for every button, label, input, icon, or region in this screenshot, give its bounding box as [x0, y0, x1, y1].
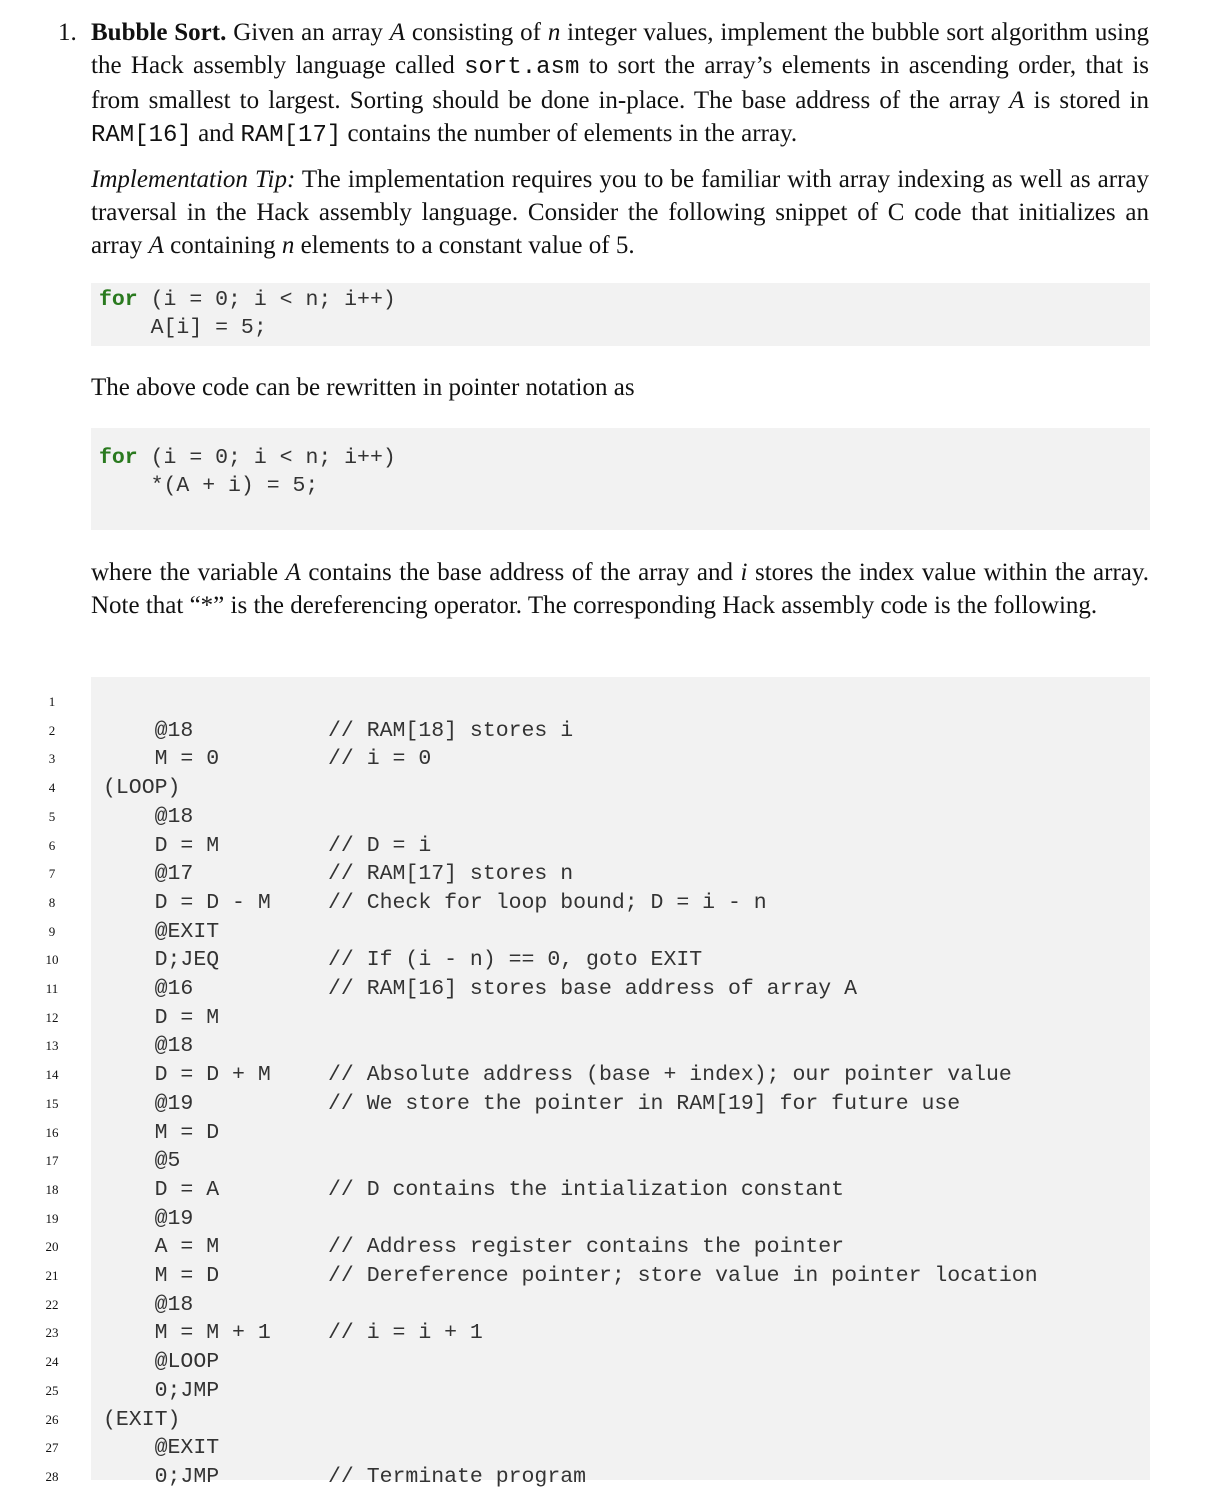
code-line: D = D + M	[103, 1063, 271, 1088]
code-comment: // i = 0	[328, 747, 432, 772]
code-comment: // Address register contains the pointer	[328, 1235, 845, 1260]
line-number: 24	[45, 1354, 59, 1370]
code-line: 0;JMP	[103, 1464, 220, 1489]
code-line: D = D - M	[103, 890, 271, 915]
code-line: D = M	[103, 833, 220, 858]
code-comment: // RAM[18] stores i	[328, 718, 574, 743]
c-code-snippet-array	[91, 283, 1150, 346]
code-comment: // D = i	[328, 833, 432, 858]
filename-code: sort.asm	[464, 54, 580, 81]
code-line: 0;JMP	[103, 1378, 220, 1403]
code-comment: // RAM[16] stores base address of array A	[328, 977, 857, 1001]
code-line: D = A	[103, 1177, 220, 1202]
line-number: 23	[45, 1325, 59, 1341]
line-number: 16	[45, 1124, 59, 1140]
problem-statement: Bubble Sort. Given an array A consisting of n integer values, implement the bubble sort algorithm using the Hack assembly language called sort.asm to sort the array’s elements in ascending order, that is from smallest to largest. Sorting should be done in-place. The base address of the array A is stored in RAM[16] and RAM[17] contains the number of elements in the array.	[91, 19, 1150, 149]
code-comment: // Dereference pointer; store value in pointer location	[328, 1264, 1038, 1288]
line-number: 8	[48, 894, 56, 910]
line-number: 20	[45, 1239, 59, 1255]
line-number: 22	[45, 1296, 59, 1312]
line-number: 2	[48, 722, 56, 738]
implementation-tip: Implementation Tip: The implementation requires you to be familiar with array indexing as well as array traversal in the Hack assembly language. Consider the following snippet of C code that initializes an array A containing n elements to a constant value of 5.	[91, 166, 1149, 259]
code-line: D = M	[103, 1005, 220, 1030]
problem-number: 1.	[58, 19, 77, 46]
line-number: 21	[45, 1268, 59, 1283]
code-line: (LOOP)	[103, 776, 181, 801]
line-number: 1	[48, 694, 56, 709]
line-number: 5	[48, 808, 56, 824]
code-comment: // D contains the intialization constant	[328, 1177, 845, 1202]
code-line: @16	[103, 977, 194, 1001]
code-comment: // Check for loop bound; D = i - n	[328, 890, 767, 915]
explanation: where the variable A contains the base address of the array and i stores the index value within the array. Note that “*” is the dereferencing operator. The corresponding Hack assembly code is the following.	[91, 559, 1149, 619]
code-line: A[i] = 5;	[99, 316, 267, 340]
problem-title: Bubble Sort.	[91, 19, 227, 46]
code-line: M = 0	[103, 747, 220, 772]
line-number: 26	[45, 1411, 59, 1427]
code-line: @18	[103, 1034, 194, 1059]
ram17-code: RAM[17]	[240, 122, 342, 149]
line-number: 10	[45, 952, 59, 968]
c-code-snippet-pointer	[91, 428, 1150, 530]
code-line: M = M + 1	[103, 1321, 271, 1346]
line-number: 3	[48, 751, 56, 767]
line-number: 18	[45, 1181, 59, 1197]
code-comment: // Absolute address (base + index); our pointer value	[328, 1063, 1012, 1088]
line-number: 13	[45, 1038, 59, 1054]
code-line: *(A + i) = 5;	[99, 474, 319, 498]
code-line: @19	[103, 1091, 194, 1116]
code-line: M = D	[103, 1264, 220, 1288]
code-line: @18	[103, 804, 194, 829]
pointer-intro: The above code can be rewritten in pointer notation as	[91, 374, 635, 401]
line-number: 27	[45, 1440, 59, 1456]
line-number: 25	[45, 1382, 59, 1398]
code-comment: // We store the pointer in RAM[19] for future use	[328, 1091, 961, 1116]
line-number: 17	[45, 1153, 59, 1169]
code-line: @LOOP	[103, 1350, 220, 1375]
code-comment: // RAM[17] stores n	[328, 862, 574, 887]
code-line: @EXIT	[103, 1436, 220, 1461]
code-line: @5	[103, 1149, 181, 1174]
code-line: @19	[103, 1206, 194, 1231]
line-number: 9	[48, 923, 56, 939]
line-number: 28	[45, 1468, 59, 1484]
code-line: @18	[103, 1292, 194, 1317]
code-line: (EXIT)	[103, 1407, 181, 1432]
code-line: for (i = 0; i < n; i++)	[99, 446, 396, 470]
code-line: for (i = 0; i < n; i++)	[99, 288, 396, 312]
line-number: 12	[45, 1009, 59, 1025]
code-comment: // Terminate program	[328, 1464, 587, 1489]
line-number: 4	[48, 780, 56, 796]
code-line: @EXIT	[103, 919, 220, 944]
code-line: @18	[103, 718, 194, 743]
ram16-code: RAM[16]	[91, 122, 192, 149]
line-number: 7	[48, 866, 56, 882]
line-number: 6	[48, 837, 56, 853]
code-line: @17	[103, 862, 194, 887]
code-comment: // If (i - n) == 0, goto EXIT	[328, 948, 703, 973]
line-number: 15	[45, 1095, 59, 1111]
code-line: A = M	[103, 1235, 220, 1260]
code-line: M = D	[103, 1120, 220, 1145]
code-line: D;JEQ	[103, 948, 220, 973]
line-number: 11	[45, 981, 59, 996]
tip-label: Implementation Tip:	[91, 166, 296, 193]
line-number: 19	[45, 1210, 59, 1226]
line-number: 14	[45, 1067, 59, 1083]
code-comment: // i = i + 1	[328, 1321, 483, 1346]
